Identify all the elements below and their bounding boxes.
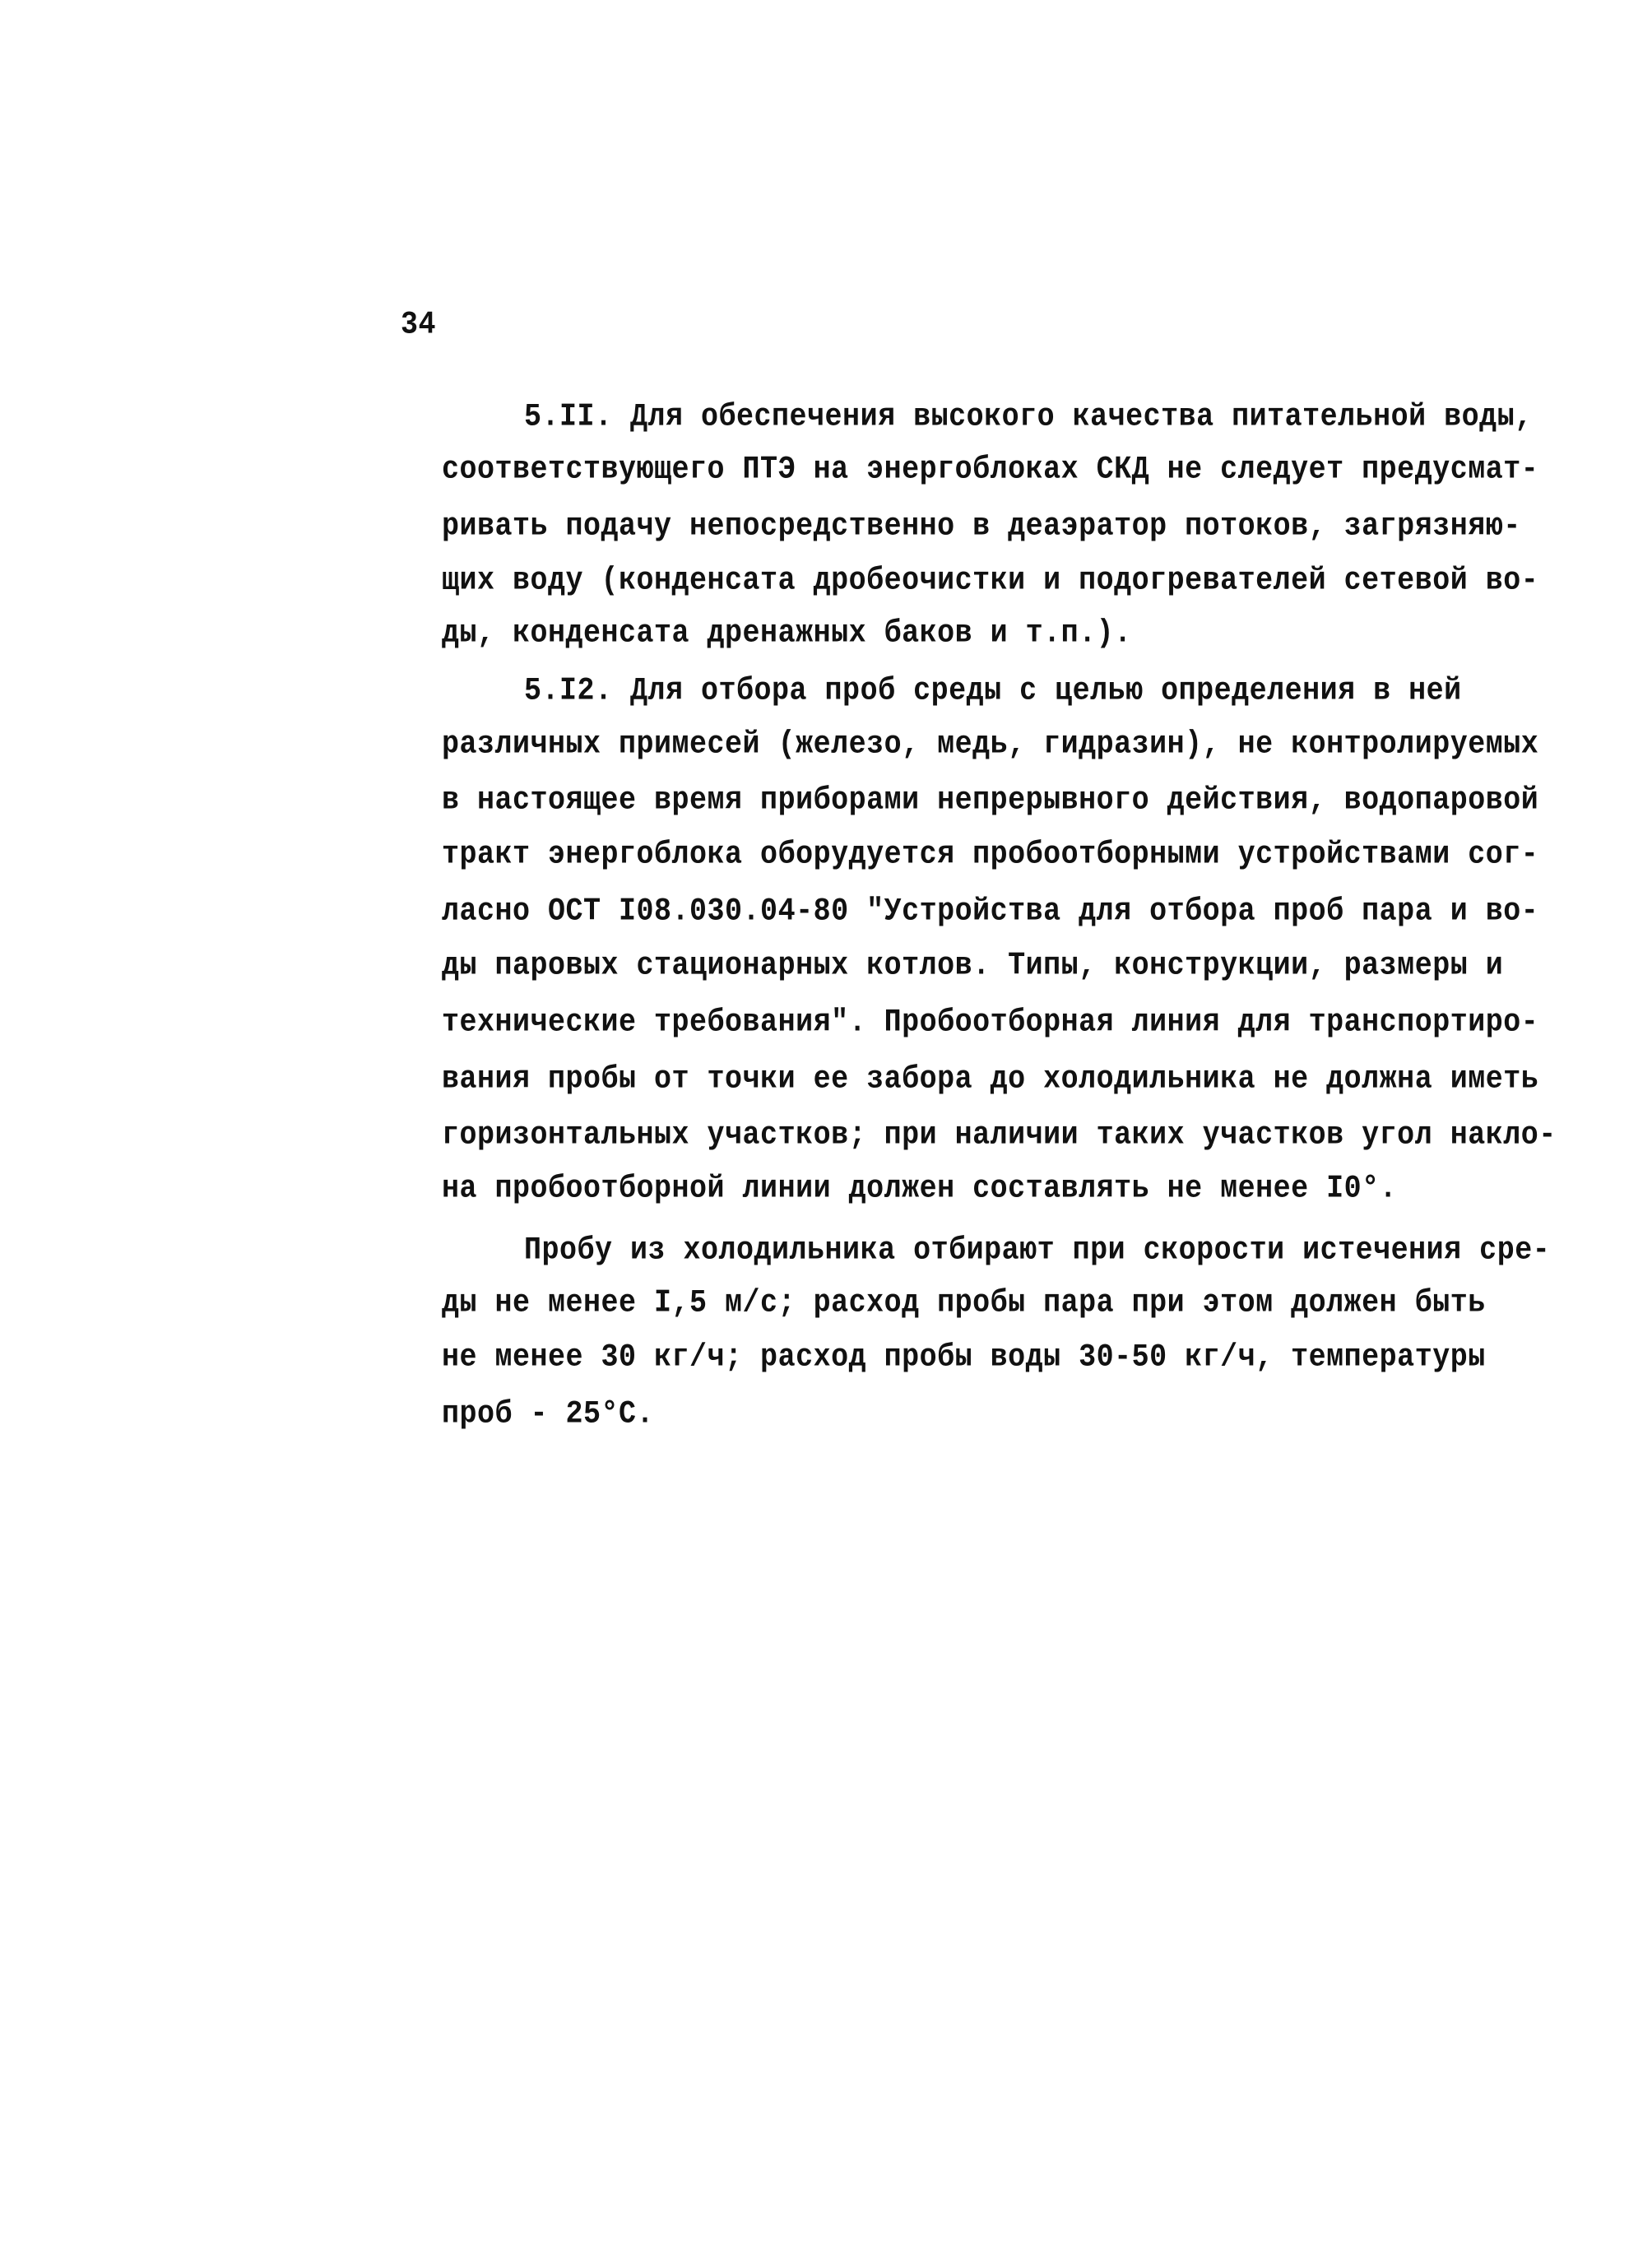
text-line: тракт энергоблока оборудуется пробоотборными устройствами сог- bbox=[442, 836, 1539, 873]
text-line: ды не менее I,5 м/с; расход пробы пара при этом должен быть bbox=[442, 1284, 1486, 1321]
text-line: ривать подачу непосредственно в деаэратор потоков, загрязняю- bbox=[442, 508, 1521, 545]
text-line: горизонтальных участков; при наличии таких участков угол накло- bbox=[442, 1116, 1557, 1153]
text-line: 5.II. Для обеспечения высокого качества питательной воды, bbox=[524, 398, 1533, 435]
text-line: в настоящее время приборами непрерывного действия, водопаровой bbox=[442, 782, 1539, 819]
text-line: технические требования". Пробоотборная линия для транспортиро- bbox=[442, 1004, 1539, 1041]
text-line: Пробу из холодильника отбирают при скорости истечения сре- bbox=[524, 1232, 1551, 1269]
text-line: на пробоотборной линии должен составлять не менее I0°. bbox=[442, 1170, 1398, 1207]
text-line: различных примесей (железо, медь, гидразин), не контролируемых bbox=[442, 726, 1539, 763]
text-line: не менее 30 кг/ч; расход пробы воды 30-50 кг/ч, температуры bbox=[442, 1339, 1486, 1376]
text-line: соответствующего ПТЭ на энергоблоках СКД не следует предусмат- bbox=[442, 451, 1539, 488]
text-line: ды, конденсата дренажных баков и т.п.). bbox=[442, 615, 1132, 652]
text-line: 5.I2. Для отбора проб среды с целью определения в ней bbox=[524, 672, 1462, 709]
text-line: проб - 25°С. bbox=[442, 1395, 655, 1432]
page-number: 34 bbox=[401, 306, 437, 343]
text-line: вания пробы от точки ее забора до холодильника не должна иметь bbox=[442, 1061, 1539, 1098]
text-line: ласно ОСТ I08.030.04-80 "Устройства для отбора проб пара и во- bbox=[442, 893, 1539, 930]
text-line: ды паровых стационарных котлов. Типы, конструкции, размеры и bbox=[442, 947, 1504, 984]
text-line: щих воду (конденсата дробеочистки и подогревателей сетевой во- bbox=[442, 562, 1539, 599]
